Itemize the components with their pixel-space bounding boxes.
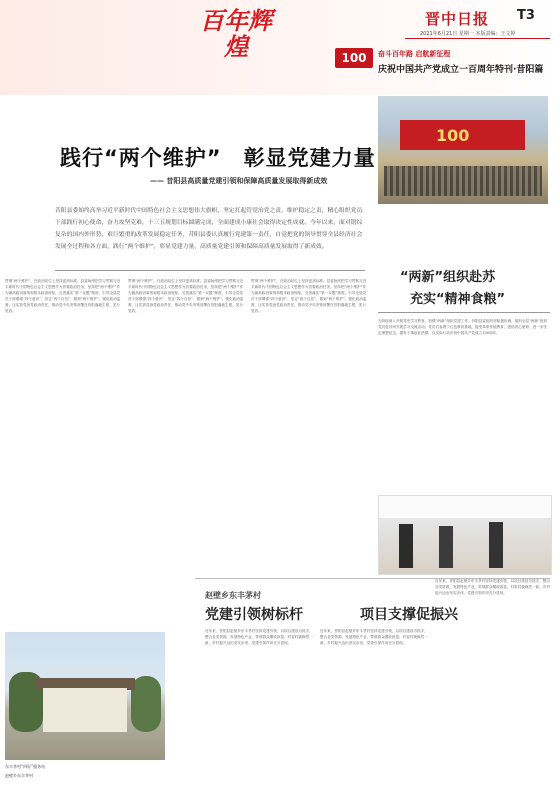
main-body-column-3: 贯彻“两个维护”，在政治站位上坚持更高标准。县委始终把学习贯彻习近平新时代中国特色社会主义思想作为首要政治任务，坚持把“两个维护”作为最高政治原则和根本政治规矩，完善落实“第一议题”制度，引导全县党员干部增强“四个意识”、坚定“四个自信”、做到“两个维护”。强化政治监督，压实管党治党政治责任，推动党中央决策部署在昔阳落地生根、见行见效。 [251, 279, 367, 313]
bottom-article-title-part2: 项目支撑促振兴 [360, 607, 458, 623]
crowd [384, 166, 542, 196]
main-body-column-2: 贯彻“两个维护”，在政治站位上坚持更高标准。县委始终把学习贯彻习近平新时代中国特色社会主义思想作为首要政治任务，坚持把“两个维护”作为最高政治原则和根本政治规矩，完善落实“第一议题”制度，引导全县党员干部增强“四个意识”、坚定“四个自信”、做到“两个维护”。强化政治监督，压实管党治党政治责任，推动党中央决策部署在昔阳落地生根、见行见效。 [128, 279, 244, 313]
newspaper-name: 晋中日报 [425, 10, 490, 28]
centennial-badge: 100 [335, 48, 373, 68]
village-service-station-photo [5, 632, 165, 760]
centennial-banner-logo: 百年辉煌 [200, 6, 272, 61]
page-code: T3 [517, 8, 535, 23]
exhibition-wall [379, 496, 551, 518]
special-issue-slogan: 奋斗百年路 启航新征程 [378, 50, 451, 58]
bottom-body-column-1: 近年来，昔阳县赵壁乡东丰茅村坚持党建引领，以项目建设为抓手，整合各类资源，发展特色产业，带领群众增收致富，村容村貌焕然一新，乡村振兴迈出坚实步伐，党建引领作用充分显现。 [205, 629, 313, 645]
side-article-title-line2: 充实“精神食粮” [410, 292, 506, 307]
side-article-body: 为持续深入开展党史学习教育，加强“两新”组织党建工作，昔阳县委组织部积极协调，组织全县“两新”组织党员赴苏州开展学习交流活动。党员们参观了红色教育基地，接受革命传统教育，感悟初心使命，进一步坚定理想信念，激发干事创业热情，以实际行动庆祝中国共产党成立100周年。 [378, 319, 548, 335]
masthead-rule [405, 38, 550, 39]
visitor-figure [439, 526, 453, 568]
visitor-figure [489, 522, 503, 568]
bottom-article-title-part1: 党建引领树标杆 [205, 607, 303, 623]
bottom-article-kicker: 赵壁乡东丰茅村 [205, 591, 261, 600]
visitor-figure [399, 524, 413, 568]
main-lead-paragraph: 昔阳县委始终高举习近平新时代中国特色社会主义思想伟大旗帜，坚定扛起管党治党之责，维护稳定之责，精心组织党员干部践行初心使命，奋力攻坚克难，十三五规划目标圆满完成，全面建成小康社会取得决定性成就。今年以来，面对错综复杂的国内外形势，艰巨繁重的改革发展稳定任务，昔阳县委认真履行党建第一责任，自觉把党的领导贯穿全县经济社会发展全过程和各方面，践行“两个维护”，彰显党建力量，高质量党建引领和保障高质量发展取得了新成效。 [55, 208, 363, 250]
photo-caption-line1: 东丰茅村“四好”服务站 [5, 764, 46, 769]
side-article-title-line1: “两新”组织赴苏 [400, 270, 496, 285]
exhibition-photo [378, 495, 552, 575]
bottom-body-column-3: 近年来，昔阳县赵壁乡东丰茅村坚持党建引领，以项目建设为抓手，整合各类资源，发展特色产业，带领群众增收致富，村容村貌焕然一新，乡村振兴迈出坚实步伐，党建引领作用充分显现。 [435, 579, 550, 595]
main-body-column-1: 贯彻“两个维护”，在政治站位上坚持更高标准。县委始终把学习贯彻习近平新时代中国特色社会主义思想作为首要政治任务，坚持把“两个维护”作为最高政治原则和根本政治规矩，完善落实“第一议题”制度，引导全县党员干部增强“四个意识”、坚定“四个自信”、做到“两个维护”。强化政治监督，压实管党治党政治责任，推动党中央决策部署在昔阳落地生根、见行见效。 [5, 279, 121, 313]
tree [131, 676, 161, 732]
photo-caption-line2: 赵壁乡东丰茅村 [5, 773, 33, 778]
bottom-body-column-2: 近年来，昔阳县赵壁乡东丰茅村坚持党建引领，以项目建设为抓手，整合各类资源，发展特色产业，带领群众增收致富，村容村貌焕然一新，乡村振兴迈出坚实步伐，党建引领作用充分显现。 [320, 629, 428, 645]
lead-divider [55, 270, 365, 271]
main-subheadline: —— 昔阳县高质量党建引领和保障高质量发展取得新成效 [150, 177, 328, 185]
building [43, 688, 127, 732]
issue-date-line: 2021年6月21日 星期一 本版责编：王文婷 [420, 31, 516, 37]
stage-number-100: 100 [436, 126, 470, 145]
special-issue-title: 庆祝中国共产党成立一百周年特刊·昔阳篇 [378, 65, 544, 75]
ceremony-photo [378, 96, 548, 204]
main-headline: 践行“两个维护” 彰显党建力量 [60, 146, 376, 170]
side-article-rule [378, 312, 550, 313]
